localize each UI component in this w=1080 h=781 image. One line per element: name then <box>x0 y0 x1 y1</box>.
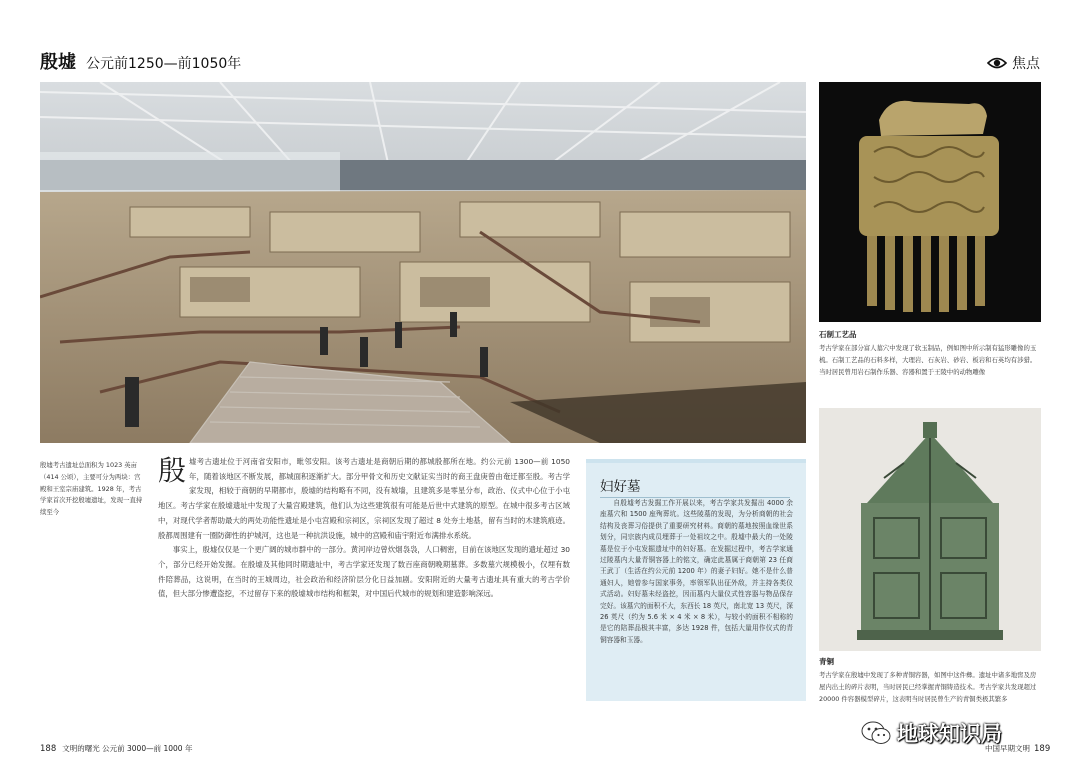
eye-icon <box>987 56 1007 70</box>
bronze-caption-text: 考古学家在殷墟中发现了多种青铜容器，如图中这件彝。遗址中诸多地窖及房屋内出土的碎片表明，当时居民已经掌握青铜铸造技术。考古学家共发现超过 20000 件容器模型碎片，这表明当时居民曾生产的青铜类极其繁多 <box>819 671 1037 703</box>
jade-comb-photo <box>819 82 1041 322</box>
wechat-icon <box>861 720 891 746</box>
focus-text: 焦点 <box>1012 56 1040 72</box>
jade-caption <box>819 329 1041 378</box>
footer-left <box>40 743 192 754</box>
bronze-vessel-photo <box>819 408 1041 651</box>
main-article <box>158 455 570 602</box>
tomb-box-text: 自殷墟考古发掘工作开展以来，考古学家共发掘出 4000 余座墓穴和 1500 座殉葬坑。这些陵墓的发现，为分析商朝的社会结构及丧葬习俗提供了重要研究材料。商朝的墓地按照血缘世系划分，同宗族内成员埋葬于一处祖坟之中。殷墟中最大的一处陵墓是位于小屯发掘遗址中的妇好墓。在发掘过程中，考古学家通过陵墓内大量青铜容器上的铭文，确定此墓属于商朝第 23 任商王武丁（生活在约公元前 1200 年）的妻子妇好。她不是什么普通妇人，她曾参与国家事务，率领军队出征外敌，并主持各类仪式活动。妇好墓未经盗挖，因而墓内大量仪式性容器与物品保存完好。该墓穴的面积不大，东西长 18 英尺，南北宽 13 英尺，深 26 英尺（约为 5.6 米 × 4 米 × 8 米），与较小的面积不相称的是它的陪葬品极其丰富，多达 1928 件，包括大量用作仪式的青铜容器和玉器。 <box>600 499 793 644</box>
watermark <box>861 718 1002 748</box>
fu-hao-tomb-box <box>586 459 806 701</box>
page-number-left: 188 <box>40 744 57 754</box>
page-title <box>40 48 241 74</box>
paragraph-1-text: 墟考古遗址位于河南省安阳市，毗邻安阳。该考古遗址是商朝后期的都城殷都所在地。约公元前 1300—前 1050 年，随着该地区不断发展，都城面积逐渐扩大。部分甲骨文和历史文献证实当时的商王盘庚曾由奄迁都至殷。考古学家发现，相较于商朝的早期都市，殷墟的结构略有不同，没有城墙，且建筑多是零星分布，政治、仪式中心位于小屯地区。考古学家在殷墟遗址中发现了大量宫殿建筑，他们认为这些建筑很有可能是后世中式建筑的原型。在城中很多考古区域中，对现代学者帮助最大的两处功能性遗址是小屯宫殿和宗祠区，宗祠区发现了超过 8 处夯土地基，留有当时的木建筑痕迹。殷都周围建有一圈防御性的护城河，这也是一种抗洪设施，城中的宫殿和庙宇附近布满排水系统。 <box>158 457 570 540</box>
footer-left-text: 文明的曙光 公元前 3000—前 1000 年 <box>62 744 193 753</box>
jade-caption-text: 考古学家在部分富人墓穴中发现了软玉制品，例如图中所示制有猛形雕像的玉梳。石制工艺品的石料多样，大理岩、石灰岩、砂岩、板岩和石英均有涉猎。当时居民曾用岩石制作乐器、容器和置于王陵中的动物雕像 <box>819 344 1037 376</box>
focus-label <box>987 53 1040 73</box>
footer-right-text: 中国早期文明 <box>985 744 1030 753</box>
site-photo-caption: 殷墟考古遗址总面积为 1023 英亩（414 公顷），主要可分为两块：宫殿和王室宗庙建筑。1928 年，考古学家首次开挖殷墟遗址，发现一直持续至今 <box>40 461 143 517</box>
tomb-box-heading: 妇好墓 <box>600 479 641 495</box>
bronze-caption-title: 青铜 <box>819 657 834 666</box>
paragraph-2: 事实上，殷墟仅仅是一个更广阔的城市群中的一部分。黄河岸边曾炊烟袅袅，人口稠密，目前在该地区发现的遗址超过 30 个，部分已经开始发掘。在殷墟及其他同时期遗址中，考古学家还发现了数百座商朝晚期墓葬。多数墓穴规模极小，仅埋有数件陪葬品，这说明，在当时的王城周边，社会政治和经济阶层分化日益加剧。安阳附近的大量考古遗址具有重大的考古学价值，但大部分惨遭盗挖，不过留存下来的殷墟城市结构和框架，对中国后代城市的规划和建造影响深远。 <box>158 545 570 599</box>
title-date-range: 公元前1250—前1050年 <box>86 56 242 72</box>
jade-caption-title: 石制工艺品 <box>819 330 857 339</box>
paragraph-1 <box>158 455 570 543</box>
drop-cap: 殷 <box>158 454 187 487</box>
title-text: 殷墟 <box>40 52 76 73</box>
page-number-right: 189 <box>1034 744 1051 754</box>
yinxu-site-photo <box>40 82 806 443</box>
watermark-text: 地球知识局 <box>897 722 1002 746</box>
bronze-caption <box>819 656 1041 705</box>
